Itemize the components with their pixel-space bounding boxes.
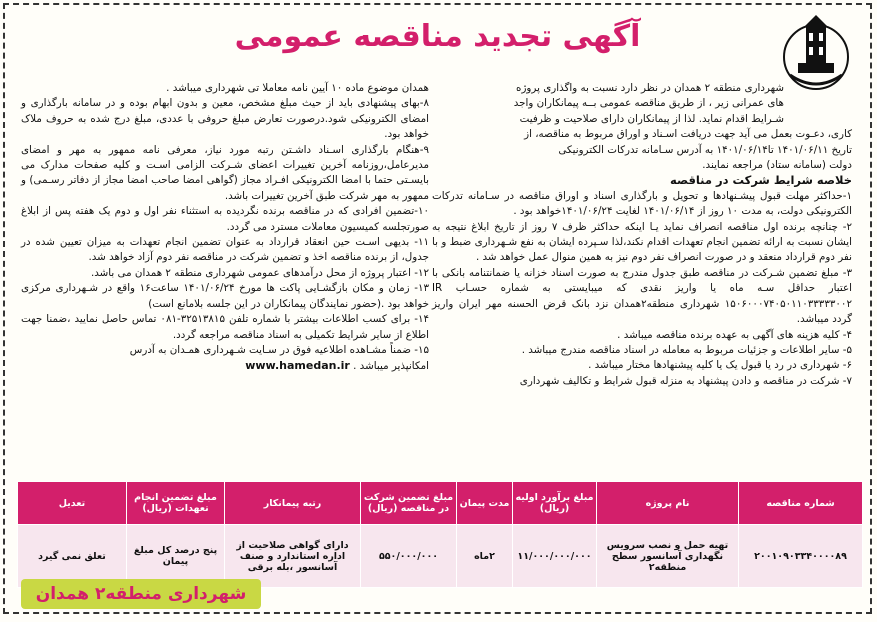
condition-item: ۱-حداکثر مهلت قبول پیشـنهادها و تحویل و بارگذاری اسناد و اوراق مناقصه در سـامانه تدرکات الکترونیکی دولت، به مدت ۱۰ روز از ۱۴۰۱/۰۶/۱۴ لغایت ۱۴۰۱/۰۶/۲۴خواهد بود . — [432, 189, 852, 218]
condition-item: ۴- کلیه هزینه های آگهی به عهده برنده مناقصه میباشد . — [617, 328, 852, 341]
intro-top — [432, 81, 852, 127]
table-cell: ۲ماه — [457, 525, 513, 588]
conditions-heading: خلاصه شرایط شرکت در مناقصه — [670, 173, 852, 188]
condition-item: ۱۵- ضمناً مشـاهده اطلاعیه فوق در سـایت شـهرداری همـدان به آدرس — [129, 343, 429, 356]
condition-item: ۳- مبلغ تضمین شـرکت در مناقصه طبق جدول مندرج به صورت اسناد خزانه یا ضمانتنامه بانکی با اعتبار حداقل سـه ماه یا واریز نقدی که میبایستی به شماره حسـاب IR ۱۵۰۶۰۰۰۷۴۰۵۰۱۱۰۳۳۳۳۳۰۰۲ شهرداری منطقه۲همدان نزد بانک قرض الحسنه مهر ایران واریز گردد میباشد. — [432, 266, 852, 326]
condition-item: ۱۳- زمان و مکان بازگشـایی پاکت ها مورخ ۱۴۰۱/۰۶/۲۴ ساعت۱۶ واقع در شـهرداری مرکزی خواهد بود .(حضور نمایندگان پیمانکاران در این جلسه بلامانع است) — [21, 282, 430, 310]
table-header-cell: مبلغ تضمین شرکت در مناقصه (ریال) — [361, 482, 457, 525]
table-header-row — [18, 482, 863, 525]
condition-item: ۲- چنانچه برنده اول مناقصه انصراف نماید یـا اینکه حداکثر ظرف ۷ روز از تاریخ ابلاغ نتیجه به ایشان نسبت به ارائه تضمین انجام تعهدات اقدام نکند،لذا سـپرده ایشان به نفع شـهرداری ضبط و با نفر دوم قرارداد منعقد و در صورت انصراف نفر دوم نیز به همین منوال عمل خواهد شد . — [432, 220, 852, 264]
intro-line: شهرداری منطقه ۲ همدان در نظر دارد نسبت به واگذاری پروژه — [516, 82, 784, 94]
intro-line: تاریخ ۱۴۰۱/۰۶/۱۱ تا۱۴۰۱/۰۶/۱۴ به آدرس سـامانه تدرکات الکترونیکی — [558, 143, 852, 156]
website-line — [21, 358, 429, 374]
table-cell: دارای گواهی صلاحیت از اداره استاندارد و صنف آسانسور ،بله برقی — [225, 525, 361, 588]
condition-item: ۱۴- برای کسب اطلاعات بیشتر با شماره تلفن ۳۲۵۱۳۸۱۵-۰۸۱ تماس حاصل نمایید ،ضمنا جهت اطلاع از سایر شرایط تکمیلی به اسناد مناقصه مراجعه گردد. — [21, 313, 429, 341]
condition-item: ۱۰-تضمین افرادی که در مناقصه برنده نگردیده به استثناء نفر اول و دوم یک هفته پس از ابلاغ صورتجلسه کمیسیون معاملات مسترد می گردد. — [21, 205, 429, 233]
intro-line: شـرایط اقدام نماید. لذا از پیمانکاران دارای صلاحیت و ظرفیت — [519, 112, 784, 125]
intro-line: های عمرانی زیر ، از طریق مناقصه عمومی بــه پیمانکاران واجد — [513, 97, 784, 110]
notice-page — [3, 3, 872, 614]
table-header-cell: مبلغ تضمین انجام تعهدات (ریال) — [127, 482, 225, 525]
condition-item: ۸-بهای پیشنهادی باید از حیث مبلغ مشخص، معین و بدون ابهام بوده و در سامانه بارگذاری و امضای الکترونیکی شود.درصورت تعارض مبلغ حروفی با عددی، مبلغ درج شده به حروف ملاک خواهد بود. — [21, 97, 429, 141]
condition-item: ۱۲- اعتبار پروژه از محل درآمدهای عمومی شهرداری منطقه ۲ همدان می باشد. — [90, 266, 429, 279]
table-header-cell: مدت پیمان — [457, 482, 513, 525]
condition-item: ۷- شرکت در مناقصه و دادن پیشنهاد به منزله قبول شرایط و تکالیف شهرداری — [519, 374, 852, 387]
condition-item: ۵- سایر اطلاعات و جزئیات مربوط به معامله در اسناد مناقصه مندرج میباشد . — [521, 343, 852, 356]
table-header-cell: نام پروژه — [597, 482, 739, 525]
table-header-cell: تعدیل — [18, 482, 127, 525]
right-column — [432, 81, 852, 389]
tender-table — [17, 481, 863, 588]
page-title: آگهی تجدید مناقصه عمومی — [234, 19, 641, 54]
table-cell: تهیه حمل و نصب سرویس نگهداری آسانسور سطح منطقه۲ — [597, 525, 739, 588]
left-column — [21, 81, 429, 375]
footer-banner: شهرداری منطقه۲ همدان — [21, 579, 261, 609]
table-cell: ۲۰۰۱۰۹۰۳۳۴۰۰۰۰۸۹ — [739, 525, 863, 588]
condition-item: ۱۱- بدیهی اسـت حین انعقاد قرارداد به عنوان تضمین انجام تعهدات به میزان تعیین شده در جدول، از برنده مناقصه اخذ و تضمین شرکت در مناقصه نفر دوم آزاد خواهد شد. — [21, 236, 429, 264]
table-cell: پنج درصد کل مبلغ پیمان — [127, 525, 225, 588]
condition-item: ۶- شهرداری در رد یا قبول یک یا کلیه پیشنهادها مختار میباشد . — [588, 359, 852, 372]
table-header-cell: رتبه پیمانکار — [225, 482, 361, 525]
table-cell: ۵۵۰/۰۰۰/۰۰۰ — [361, 525, 457, 588]
table-cell: ۱۱/۰۰۰/۰۰۰/۰۰۰ — [513, 525, 597, 588]
table-header-cell: مبلغ برآورد اولیه (ریال) — [513, 482, 597, 525]
condition-item: ۹-هنگام بارگذاری اسـناد داشـتن رتبه مورد نیاز، معرفی نامه ممهور به مهر و امضای مدیرعامل،روزنامه آخرین تغییرات اعضای شـرکت الزامی اسـت و کلیه صفحات مدارک می بایسـتی حتما با امضا الکترونیکی افـراد مجاز (گواهی امضا صاحب امضا مجاز از دفاتر رسـمی) و ممهور به مهر شرکت طبق آخرین تغییرات باشد. — [21, 143, 429, 202]
website-link[interactable]: www.hamedan.ir — [245, 359, 350, 373]
intro-line: کاری، دعـوت بعمل می آید جهت دریافت اسـناد و اوراق مربوط به مناقصه، از — [524, 128, 852, 141]
intro-line: دولت (سامانه ستاد) مراجعه نمایند. — [702, 159, 852, 172]
table-cell: تعلق نمی گیرد — [18, 525, 127, 588]
website-suffix: امکانپذیر میباشد . — [353, 360, 429, 373]
condition-item: همدان موضوع ماده ۱۰ آیین نامه معاملا تی شهرداری میباشد . — [166, 82, 429, 94]
table-header-cell: شماره مناقصه — [739, 482, 863, 525]
